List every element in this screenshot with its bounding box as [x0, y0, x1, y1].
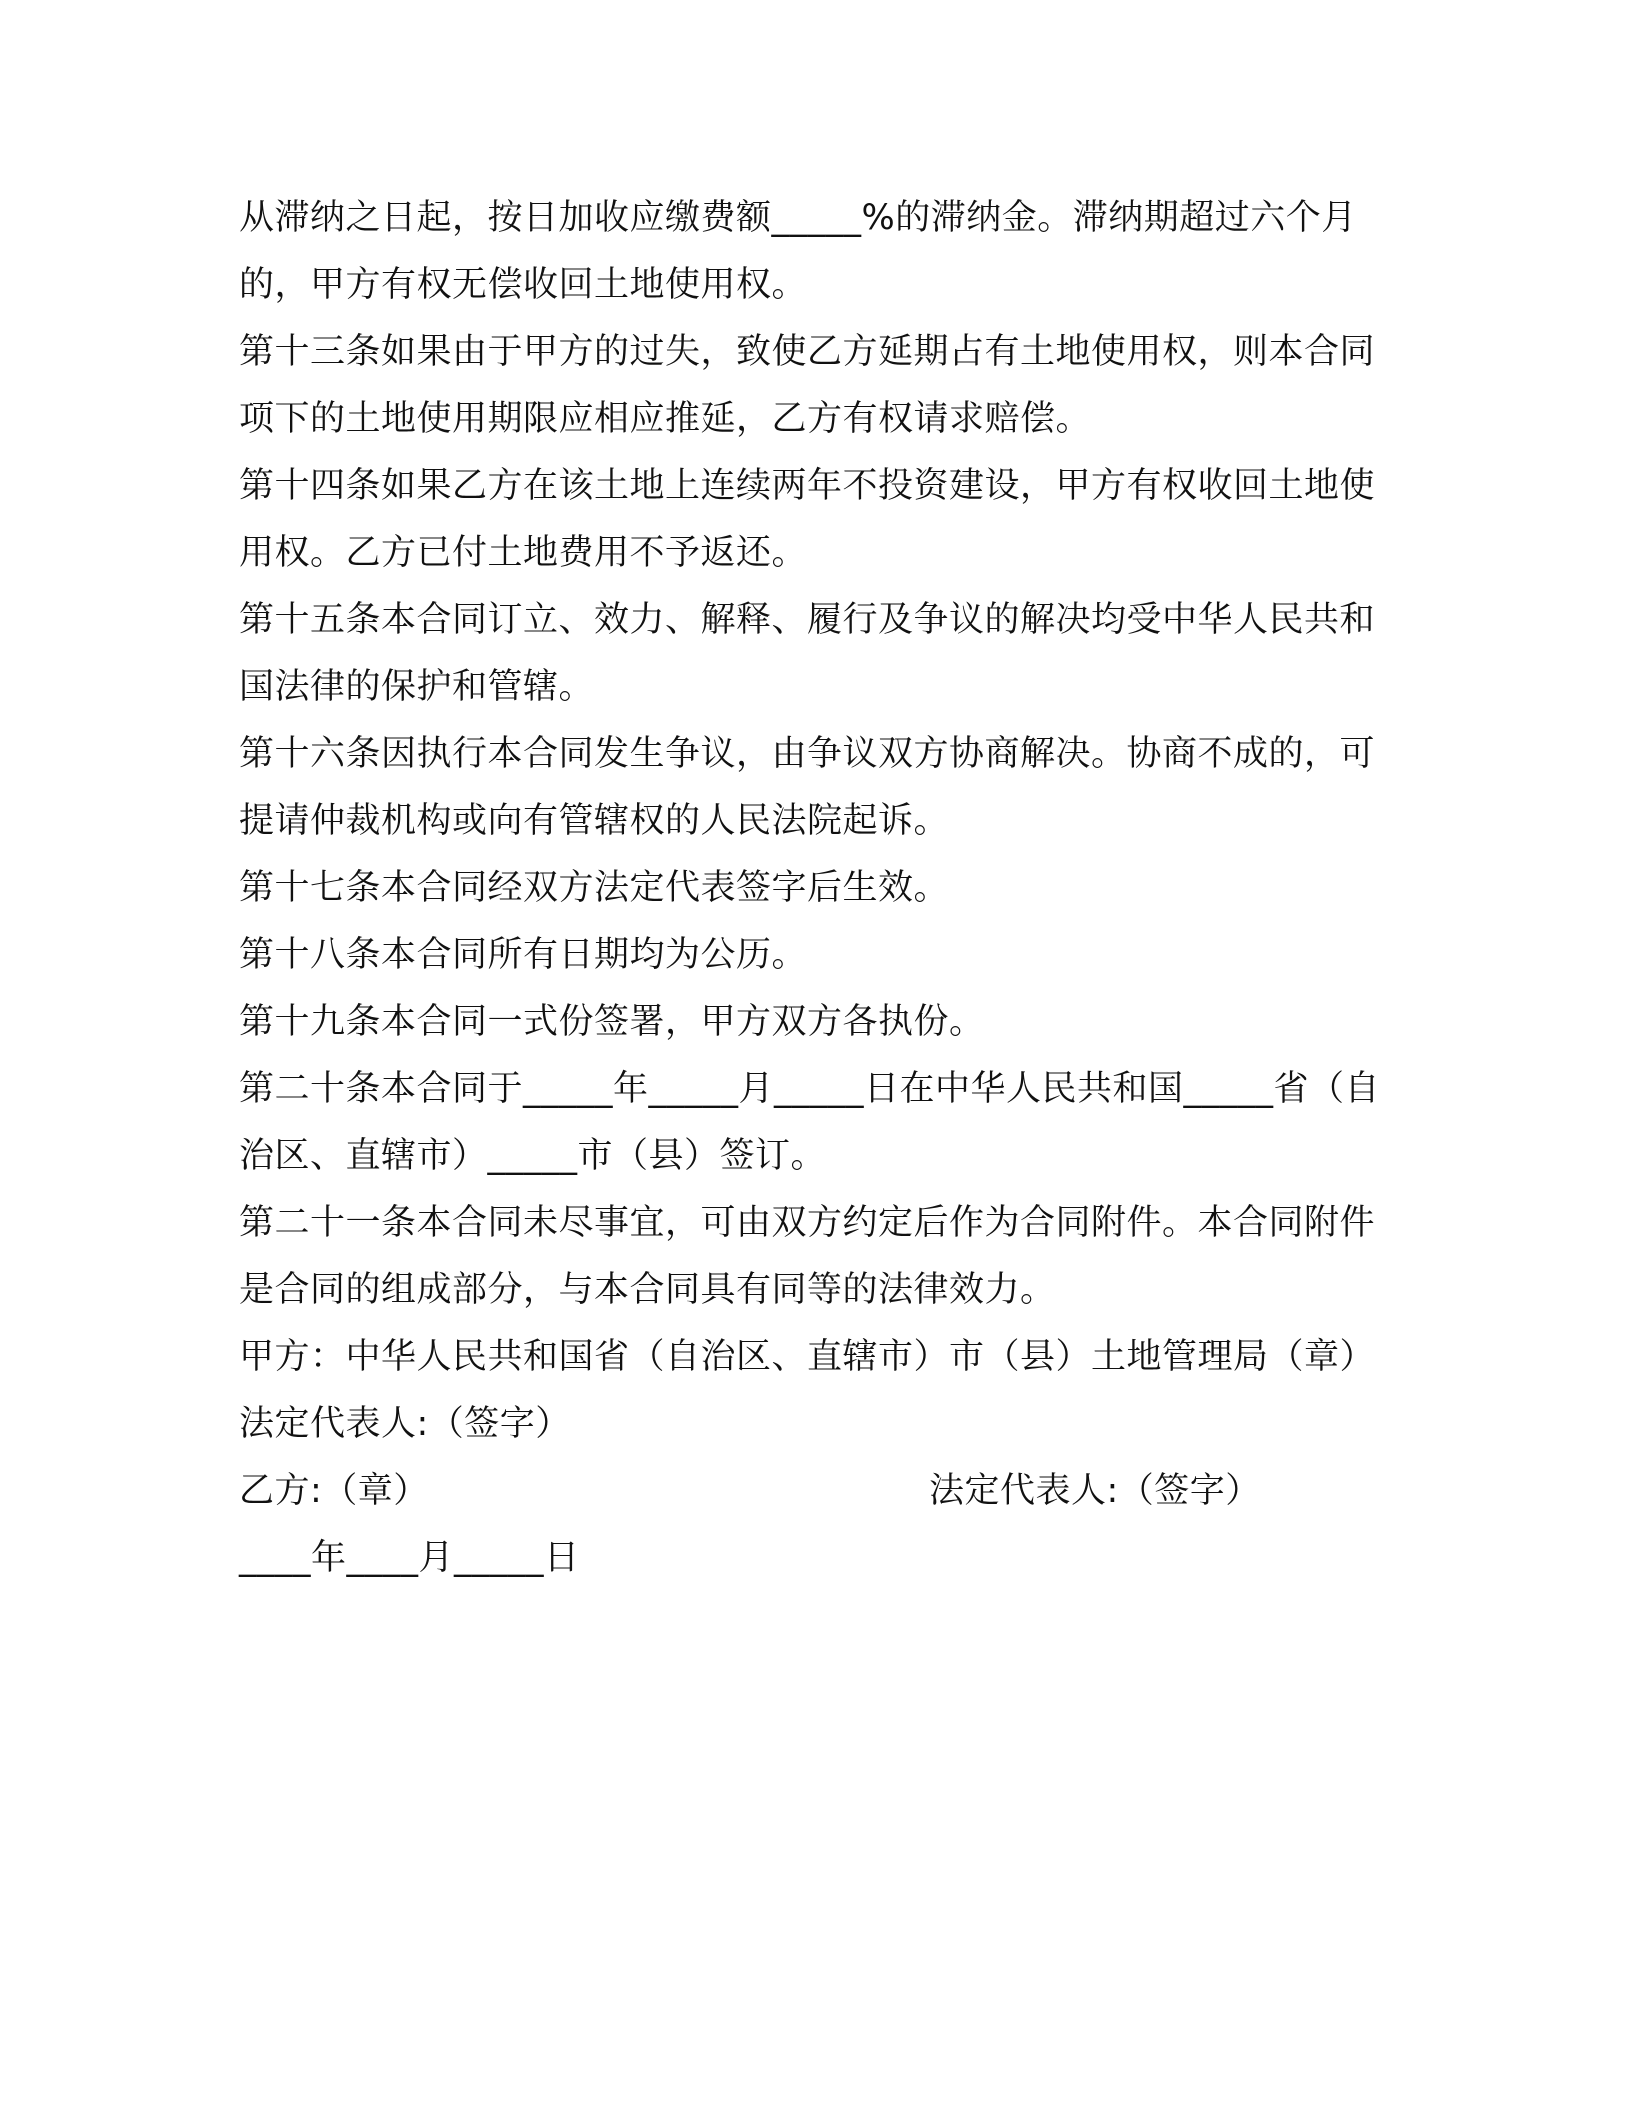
signing-date-line: ____年____月_____日 [239, 1538, 580, 1578]
paragraph-late-fee: 从滞纳之日起，按日加收应缴费额_____%的滞纳金。滞纳期超过六个月的，甲方有权无偿收回土地使用权。 [239, 198, 1357, 305]
paragraph-article-16: 第十六条因执行本合同发生争议，由争议双方协商解决。协商不成的，可提请仲裁机构或向有管辖权的人民法院起诉。 [239, 734, 1376, 841]
paragraph-article-17: 第十七条本合同经双方法定代表签字后生效。 [239, 868, 950, 908]
paragraph-article-13: 第十三条如果由于甲方的过失，致使乙方延期占有土地使用权，则本合同项下的土地使用期限应相应推延，乙方有权请求赔偿。 [239, 332, 1376, 439]
paragraph-article-15: 第十五条本合同订立、效力、解释、履行及争议的解决均受中华人民共和国法律的保护和管辖。 [239, 600, 1376, 707]
party-b-line: 乙方:（章） [239, 1471, 429, 1511]
party-b-row [239, 1458, 1389, 1525]
document-body [239, 185, 1389, 1592]
party-b-representative: 法定代表人:（签字） [929, 1471, 1261, 1511]
paragraph-article-21: 第二十一条本合同未尽事宜，可由双方约定后作为合同附件。本合同附件是合同的组成部分，与本合同具有同等的法律效力。 [239, 1203, 1376, 1310]
paragraph-article-19: 第十九条本合同一式份签署，甲方双方各执份。 [239, 1002, 985, 1042]
party-a-line: 甲方：中华人民共和国省（自治区、直辖市）市（县）土地管理局（章） [239, 1337, 1376, 1377]
paragraph-article-20: 第二十条本合同于_____年_____月_____日在中华人民共和国_____省（自治区、直辖市）_____市（县）签订。 [239, 1069, 1381, 1176]
paragraph-article-14: 第十四条如果乙方在该土地上连续两年不投资建设，甲方有权收回土地使用权。乙方已付土地费用不予返还。 [239, 466, 1376, 573]
party-a-representative: 法定代表人:（签字） [239, 1404, 571, 1444]
paragraph-article-18: 第十八条本合同所有日期均为公历。 [239, 935, 808, 975]
